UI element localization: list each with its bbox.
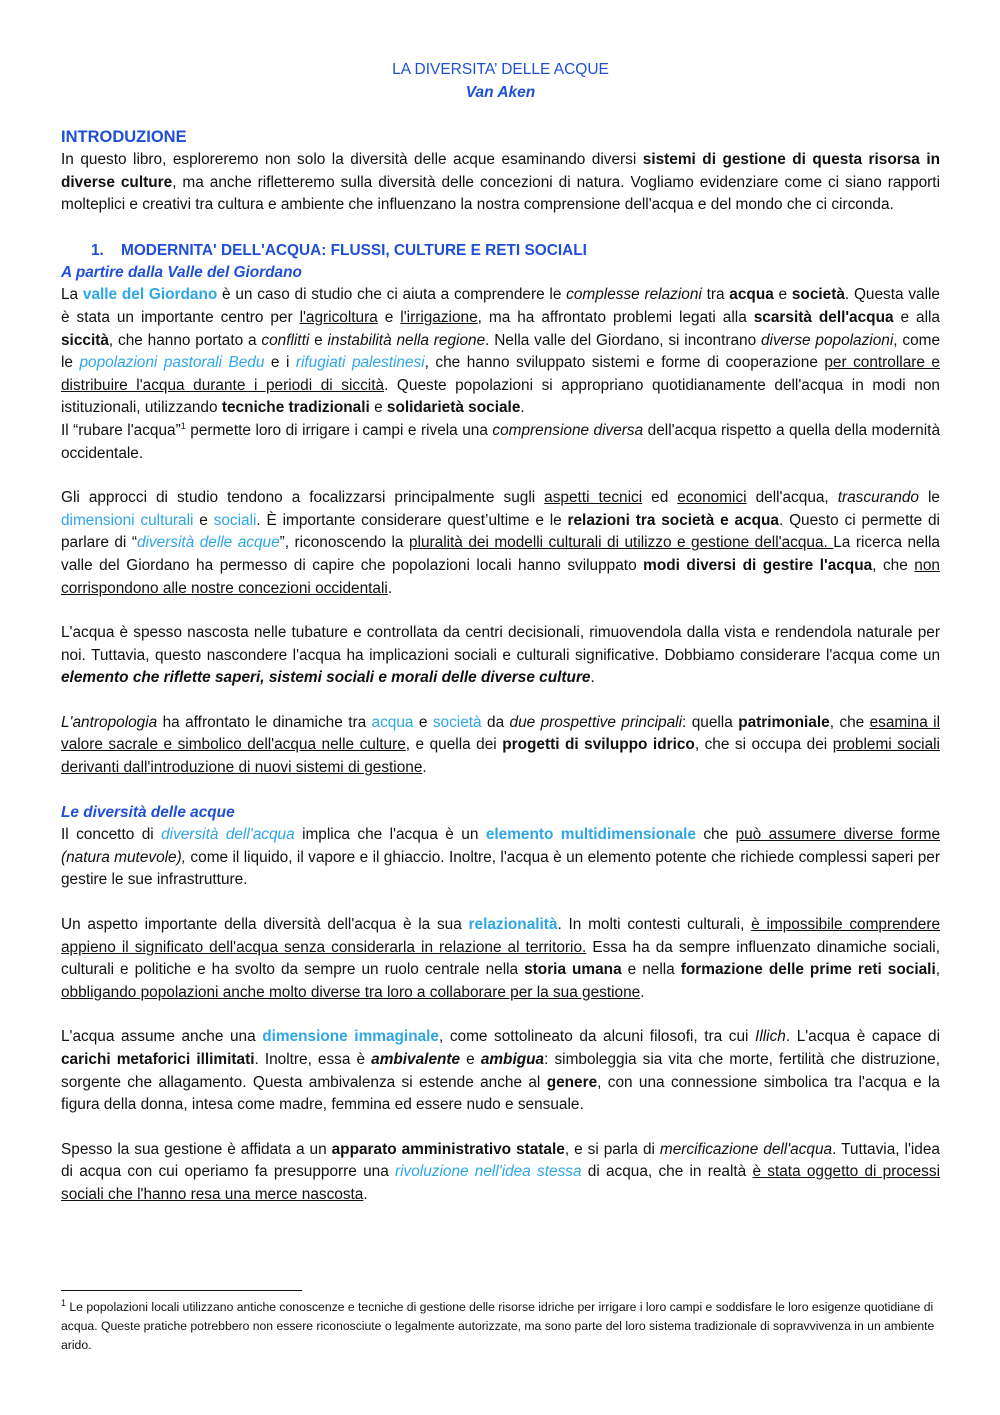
document-title bbox=[61, 58, 940, 104]
paragraph-concetto-diversita: Il concetto di diversità dell'acqua implica che l'acqua è un elemento multidimensionale che può assumere diverse forme (natura mutevole), come il liquido, il vapore e il ghiaccio. Inoltre, l'acqua è un elemento potente che richiede complessi saperi per gestire le sue infrastrutture. bbox=[61, 826, 941, 889]
paragraph-gestione-statale: Spesso la sua gestione è affidata a un apparato amministrativo statale, e si parla di mercificazione dell'acqua. Tuttavia, l'idea di acqua con cui operiamo fa presupporre una rivoluzione nell'idea stessa di acqua, che in realtà è stata oggetto di processi sociali che l'hanno resa una merce nascosta. bbox=[61, 1140, 940, 1203]
footnote-number: 1 bbox=[61, 1297, 67, 1308]
footnote-text: Le popolazioni locali utilizzano antiche conoscenze e tecniche di gestione delle risorse idriche per irrigare i loro campi e soddisfare le loro esigenze quotidiane di acqua. Queste pratiche potrebbero non essere riconosciute o legalmente autorizzate, ma sono parte del loro sistema tradizionale di sopravvivenza in un ambiente arido. bbox=[61, 1300, 935, 1352]
footnote bbox=[61, 1298, 940, 1355]
paragraph-acqua-nascosta: L'acqua è spesso nascosta nelle tubature e controllata da centri decisionali, rimuovendola dalla vista e rendendola naturale per noi. Tuttavia, questo nascondere l'acqua ha implicazioni sociali e culturali significative. Dobbiamo considerare l'acqua come un elemento che riflette saperi, sistemi sociali e morali delle diverse culture. bbox=[61, 624, 940, 687]
document-page bbox=[61, 58, 940, 1207]
paragraph-dimensione-immaginale: L'acqua assume anche una dimensione immaginale, come sottolineato da alcuni filosofi, tra cui Illich. L'acqua è capace di carichi metaforici illimitati. Inoltre, essa è ambivalente e ambigua: simboleggia sia vita che morte, fertilità che distruzione, sorgente che allagamento. Questa ambivalenza si estende anche al genere, con una connessione simbolica tra l'acqua e la figura della donna, intesa come madre, femmina ed essere nudo e sensuale. bbox=[61, 1028, 940, 1114]
paragraph-approcci-studio: Gli approcci di studio tendono a focalizzarsi principalmente sugli aspetti tecnici ed economici dell'acqua, trascurando le dimensioni culturali e sociali. È importante considerare quest’ultime e le relazioni tra società e acqua. Questo ci permette di parlare di “diversità delle acque”, riconoscendo la pluralità dei modelli culturali di utilizzo e gestione dell'acqua. La ricerca nella valle del Giordano ha permesso di capire che popolazioni locali hanno sviluppato modi diversi di gestire l'acqua, che non corrispondono alle nostre concezioni occidentali. bbox=[61, 489, 940, 597]
footnote-separator bbox=[61, 1290, 302, 1291]
paragraph-relazionalita: Un aspetto importante della diversità dell'acqua è la sua relazionalità. In molti contesti culturali, è impossibile comprendere appieno il significato dell'acqua senza considerarla in relazione al territorio. Essa ha da sempre influenzato dinamiche sociali, culturali e politiche e ha svolto da sempre un ruolo centrale nella storia umana e nella formazione delle prime reti sociali, obbligando popolazioni anche molto diverse tra loro a collaborare per la sua gestione. bbox=[61, 916, 941, 1001]
subheading-valle-giordano: A partire dalla Valle del Giordano bbox=[61, 263, 302, 281]
paragraph-valle-giordano: La valle del Giordano è un caso di studio che ci aiuta a comprendere le complesse relazioni tra acqua e società. Questa valle è stata un importante centro per l'agricoltura e l'irrigazione, ma ha affrontato problemi legati alla scarsità dell'acqua e alla siccità, che hanno portato a conflitti e instabilità nella regione. Nella valle del Giordano, si incontrano diverse popolazioni, come le popolazioni pastorali Bedu e i rifugiati palestinesi, che hanno sviluppato sistemi e forme di cooperazione per controllare e distribuire l'acqua durante i periodi di siccità. Queste popolazioni si appropriano quotidianamente dell'acqua in modi non istituzionali, utilizzando tecniche tradizionali e solidarietà sociale. bbox=[61, 286, 941, 417]
title-text: LA DIVERSITA’ DELLE ACQUE bbox=[392, 61, 609, 78]
paragraph-rubare-acqua: Il “rubare l'acqua”$^1$ permette loro di irrigare i campi e rivela una comprensione diversa dell'acqua rispetto a quella della modernità occidentale. bbox=[61, 420, 940, 462]
footnote-ref[interactable]: 1 bbox=[180, 420, 186, 431]
intro-heading: INTRODUZIONE bbox=[61, 128, 187, 146]
author-name: Van Aken bbox=[465, 84, 536, 101]
paragraph-antropologia: L'antropologia ha affrontato le dinamiche tra acqua e società da due prospettive principali: quella patrimoniale, che esamina il valore sacrale e simbolico dell'acqua nelle culture, e quella dei progetti di sviluppo idrico, che si occupa dei problemi sociali derivanti dall'introduzione di nuovi sistemi di gestione. bbox=[61, 713, 941, 777]
intro-paragraph: In questo libro, esploreremo non solo la diversità delle acque esaminando diversi sistemi di gestione di questa risorsa in diverse culture, ma anche rifletteremo sulla diversità delle concezioni di natura. Vogliamo evidenziare come ci siano rapporti molteplici e creativi tra cultura e ambiente che influenzano la nostra comprensione dell'acqua e del mondo che ci circonda. bbox=[61, 151, 940, 214]
subheading-diversita-acque: Le diversità delle acque bbox=[61, 803, 235, 821]
section-1-heading: 1. MODERNITA' DELL'ACQUA: FLUSSI, CULTURE E RETI SOCIALI bbox=[91, 241, 587, 259]
